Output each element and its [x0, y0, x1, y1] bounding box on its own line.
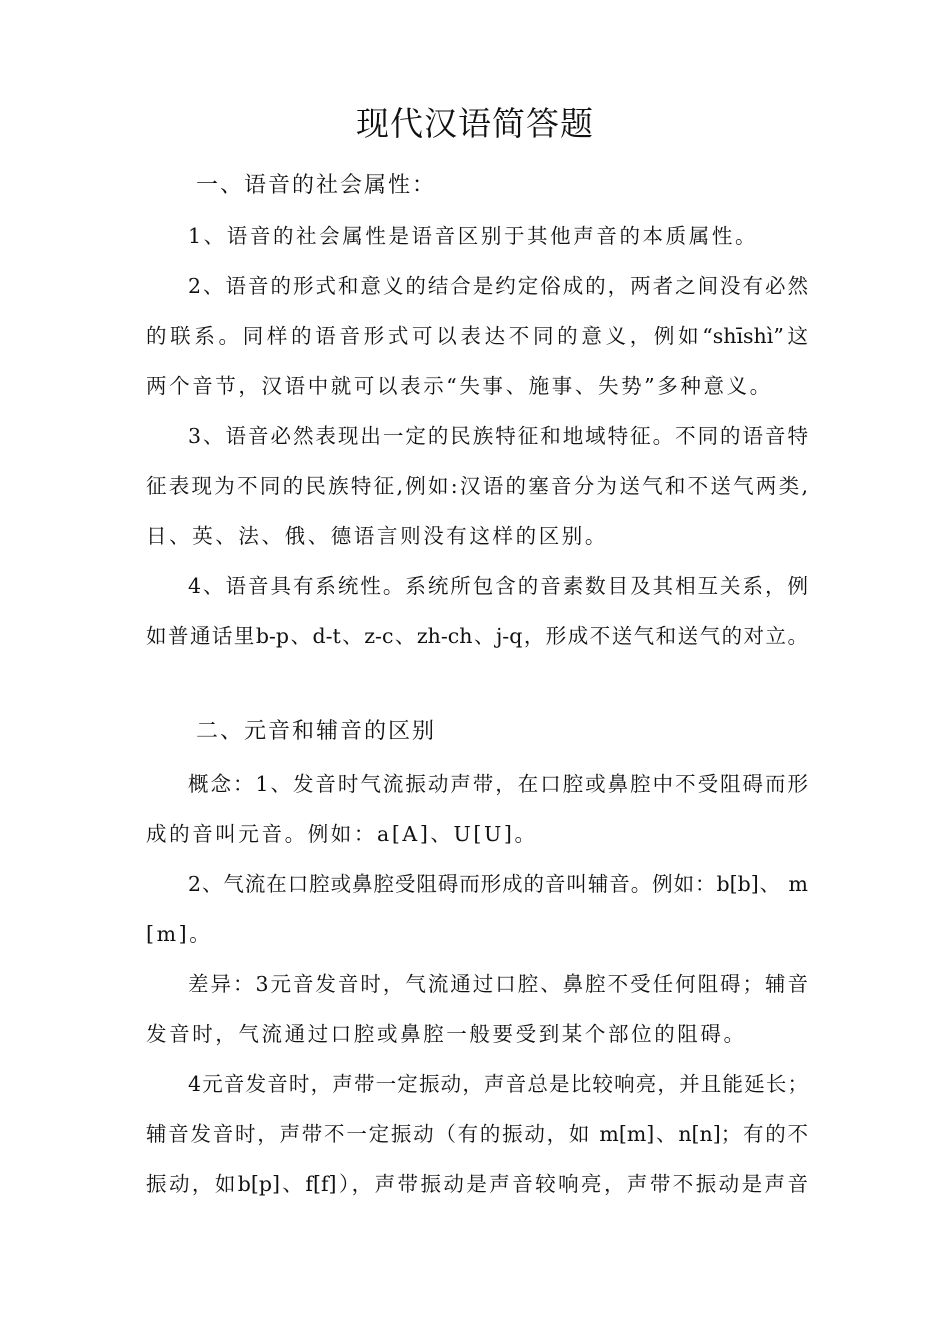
paragraph-line: 如普通话里b-p、d-t、z-c、zh-ch、j-q，形成不送气和送气的对立。: [146, 624, 808, 648]
paragraph-line: 的联系。同样的语音形式可以表达不同的意义，例如“shīshì”这: [146, 324, 808, 348]
paragraph-line: 振动，如b[p]、f[f]），声带振动是声音较响亮，声带不振动是声音: [146, 1172, 808, 1196]
document-title: 现代汉语简答题: [356, 104, 594, 143]
paragraph-line: 1、语音的社会属性是语音区别于其他声音的本质属性。: [188, 224, 759, 248]
paragraph-line: 征表现为不同的民族特征,例如:汉语的塞音分为送气和不送气两类,: [146, 474, 808, 498]
section-heading-2: 二、元音和辅音的区别: [196, 719, 437, 744]
paragraph-line: 成的音叫元音。例如：a[A]、U[U]。: [146, 822, 538, 846]
paragraph-line: 2、气流在口腔或鼻腔受阻碍而形成的音叫辅音。例如：b[b]、 m: [188, 872, 808, 896]
paragraph-line: 两个音节，汉语中就可以表示“失事、施事、失势”多种意义。: [146, 374, 773, 398]
paragraph-line: 3、语音必然表现出一定的民族特征和地域特征。不同的语音特: [188, 424, 808, 448]
paragraph-line: 2、语音的形式和意义的结合是约定俗成的，两者之间没有必然: [188, 274, 808, 298]
paragraph-line: 辅音发音时，声带不一定振动（有的振动，如 m[m]、n[n]；有的不: [146, 1122, 808, 1146]
section-heading-1: 一、语音的社会属性：: [196, 173, 437, 198]
paragraph-line: 4元音发音时，声带一定振动，声音总是比较响亮，并且能延长；: [188, 1072, 808, 1096]
paragraph-line: 发音时，气流通过口腔或鼻腔一般要受到某个部位的阻碍。: [146, 1022, 747, 1046]
paragraph-line: 差异：3元音发音时，气流通过口腔、鼻腔不受任何阻碍；辅音: [188, 972, 808, 996]
paragraph-line: 4、语音具有系统性。系统所包含的音素数目及其相互关系，例: [188, 574, 808, 598]
paragraph-line: [m]。: [146, 922, 213, 946]
paragraph-line: 日、英、法、俄、德语言则没有这样的区别。: [146, 524, 608, 548]
paragraph-line: 概念：1、发音时气流振动声带，在口腔或鼻腔中不受阻碍而形: [188, 772, 808, 796]
